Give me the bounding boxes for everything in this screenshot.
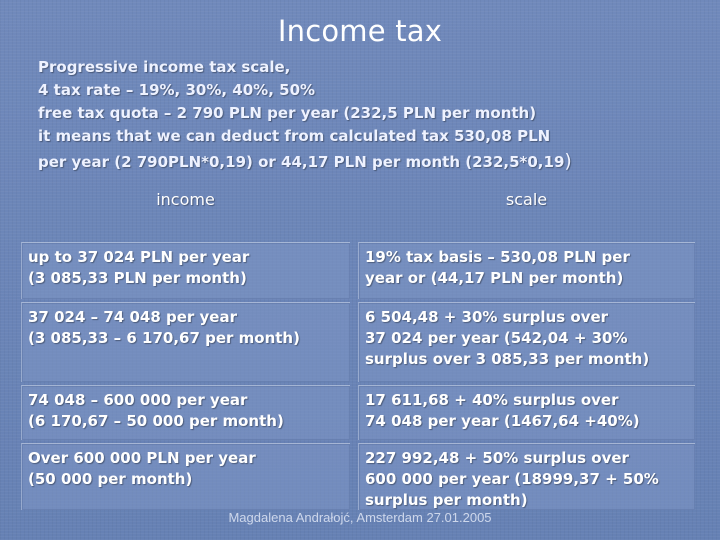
scale-cell <box>358 385 695 440</box>
cell-line: Over 600 000 PLN per year <box>28 449 256 467</box>
intro-text <box>38 56 708 174</box>
cell-line: surplus per month) <box>365 491 528 509</box>
cell-line: 37 024 – 74 048 per year <box>28 308 237 326</box>
cell-line: year or (44,17 PLN per month) <box>365 269 624 287</box>
scale-cell <box>358 302 695 382</box>
income-cell <box>21 385 350 440</box>
cell-line: 6 504,48 + 30% surplus over <box>365 308 609 326</box>
header-income-label: income <box>156 190 215 209</box>
cell-line: 37 024 per year (542,04 + 30% <box>365 329 628 347</box>
cell-line: 227 992,48 + 50% surplus over <box>365 449 629 467</box>
cell-line: (50 000 per month) <box>28 470 193 488</box>
cell-line: up to 37 024 PLN per year <box>28 248 250 266</box>
footer-credit: Magdalena Andrałojć, Amsterdam 27.01.2005 <box>228 510 492 525</box>
income-cell <box>21 242 350 299</box>
cell-line: 74 048 – 600 000 per year <box>28 391 248 409</box>
scale-cell <box>358 443 695 510</box>
intro-line <box>38 150 708 174</box>
income-cell <box>21 302 350 382</box>
cell-line: (6 170,67 – 50 000 per month) <box>28 412 284 430</box>
header-scale-label: scale <box>505 190 548 209</box>
intro-line: 4 tax rate – 19%, 30%, 40%, 50% <box>38 81 316 99</box>
cell-line: (3 085,33 – 6 170,67 per month) <box>28 329 300 347</box>
intro-line: it means that we can deduct from calculated tax 530,08 PLN <box>38 127 551 145</box>
slide-title: Income tax <box>277 14 443 48</box>
intro-line-paren: ) <box>564 150 572 172</box>
intro-line: Progressive income tax scale, <box>38 58 291 76</box>
cell-line: (3 085,33 PLN per month) <box>28 269 247 287</box>
cell-line: surplus over 3 085,33 per month) <box>365 350 650 368</box>
income-cell <box>21 443 350 510</box>
scale-cell <box>358 242 695 299</box>
intro-line-text: per year (2 790PLN*0,19) or 44,17 PLN per month (232,5*0,19 <box>38 153 565 171</box>
intro-line: free tax quota – 2 790 PLN per year (232,5 PLN per month) <box>38 104 537 122</box>
header-scale <box>358 186 695 236</box>
cell-line: 19% tax basis – 530,08 PLN per <box>365 248 630 266</box>
cell-line: 74 048 per year (1467,64 +40%) <box>365 412 640 430</box>
header-income <box>21 186 350 236</box>
cell-line: 600 000 per year (18999,37 + 50% <box>365 470 659 488</box>
cell-line: 17 611,68 + 40% surplus over <box>365 391 619 409</box>
